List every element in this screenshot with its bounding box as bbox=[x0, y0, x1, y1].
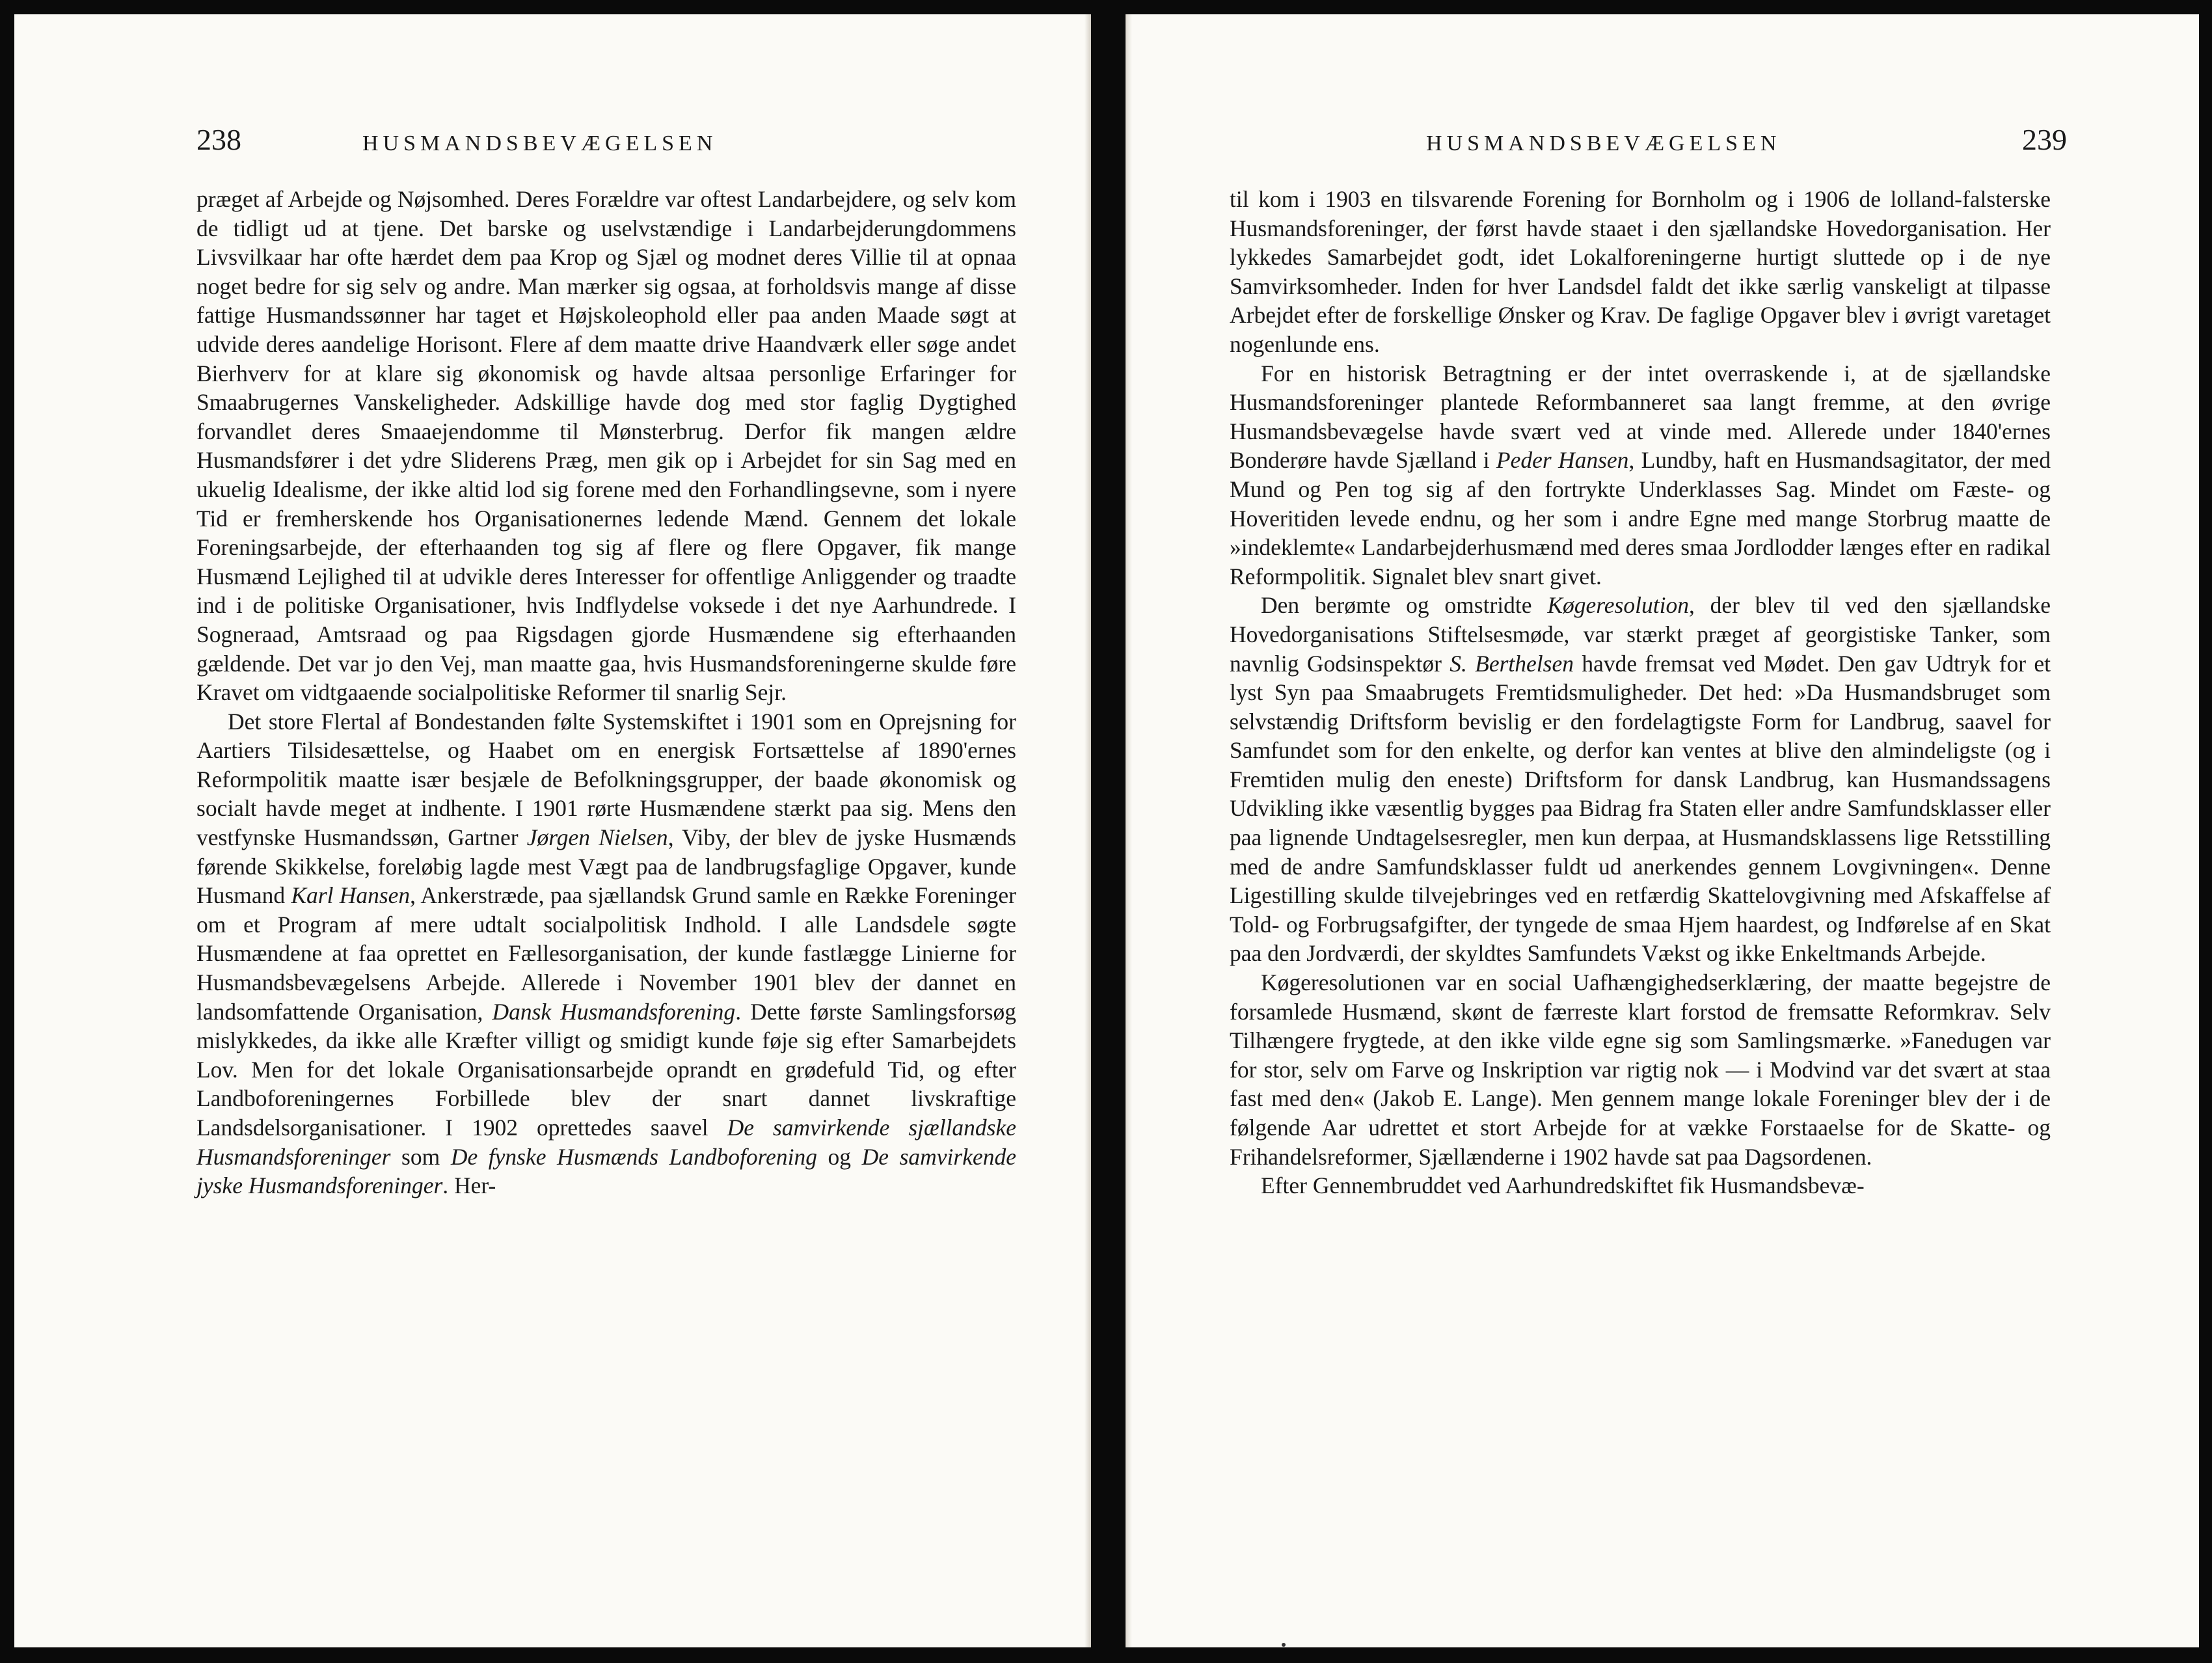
paragraph bbox=[196, 707, 1016, 1200]
ink-speck bbox=[1282, 1643, 1286, 1647]
italic-text: Jørgen Nielsen bbox=[526, 824, 668, 851]
text-run: , Lundby, haft en Husmandsagitator, der med Mund og Pen tog sig af den fortrykte Underklasses Sag. Mindet om Fæste- og Hoveritiden levede endnu, og her som i andre Egne med mange Storbrug maatte de »indeklemte« Landarbejderhusmænd med deres smaa Jordlodder længes efter en radikal Reformpolitik. Signalet blev snart givet. bbox=[1230, 447, 2051, 589]
text-run: Det store Flertal af Bondestanden følte Systemskiftet i 1901 som en Oprejsning for Aartiers Tilsidesættelse, og Haabet om en energisk Fortsættelse af 1890'ernes Reformpolitik maatte især besjæle de Befolkningsgrupper, der baade økonomisk og socialt havde meget at indhente. I 1901 rørte Husmændene stærkt paa sig. Mens den vestfynske Husmandssøn, Gartner bbox=[196, 708, 1016, 851]
page-number: 238 bbox=[196, 123, 241, 156]
left-page bbox=[14, 14, 1091, 1647]
italic-text: Peder Hansen bbox=[1496, 447, 1629, 474]
text-run: , der blev til ved den sjællandske Hovedorganisations Stiftelsesmøde, var stærkt præget af georgistiske Tanker, som navnlig Godsinspektør bbox=[1230, 592, 2051, 677]
paragraph bbox=[196, 185, 1016, 707]
text-run: For en historisk Betragtning er der intet overraskende i, at de sjællandske Husmandsforeninger plantede Reformbanneret saa langt fremme, at den øvrige Husmandsbevægelse havde svært ved at vinde med. Allerede under 1840'ernes Bonderøre havde Sjælland i bbox=[1230, 360, 2051, 474]
italic-text: Dansk Husmandsforening bbox=[492, 998, 736, 1025]
italic-text: De samvirkende jyske Husmandsforeninger bbox=[196, 1143, 1016, 1199]
italic-text: Køgeresolution bbox=[1547, 592, 1689, 619]
body-text bbox=[196, 185, 1016, 1200]
italic-text: De fynske Husmænds Landboforening bbox=[450, 1143, 817, 1170]
text-run: som bbox=[390, 1143, 451, 1170]
text-run: Den berømte og omstridte bbox=[1261, 592, 1548, 619]
page-gutter-shadow bbox=[1085, 14, 1091, 1647]
right-page bbox=[1126, 14, 2199, 1647]
text-run: til kom i 1903 en tilsvarende Forening for Bornholm og i 1906 de lolland-falsterske Husmandsforeninger, der først havde staaet i den sjællandske Hovedorganisation. Her lykkedes Samarbejdet godt, idet Lokalforeningerne hurtigt sluttede op i de nye Samvirksomheder. Inden for hver Landsdel faldt det ikke særlig vanskeligt at tilpasse Arbejdet efter de forskellige Ønsker og Krav. De faglige Opgaver blev i øvrigt varetaget nogenlunde ens. bbox=[1230, 186, 2051, 357]
paragraph bbox=[1230, 359, 2051, 591]
running-head: HUSMANDSBEVÆGELSEN bbox=[1426, 131, 1781, 155]
italic-text: De samvirkende sjællandske Husmandsforeninger bbox=[196, 1115, 1016, 1170]
paragraph bbox=[1230, 968, 2051, 1171]
italic-text: Karl Hansen bbox=[291, 882, 411, 909]
italic-text: S. Berthelsen bbox=[1450, 650, 1574, 677]
paragraph bbox=[1230, 1171, 2051, 1200]
body-text bbox=[1230, 185, 2051, 1200]
running-head: HUSMANDSBEVÆGELSEN bbox=[362, 131, 718, 155]
page-gutter-shadow bbox=[1126, 14, 1132, 1647]
text-run: , Viby, der blev de jyske Husmænds førende Skikkelse, foreløbig lagde mest Vægt paa de landbrugsfaglige Opgaver, kunde Husmand bbox=[196, 824, 1016, 909]
text-run: og bbox=[816, 1143, 862, 1170]
text-run: Efter Gennembruddet ved Aarhundredskiftet fik Husmandsbevæ- bbox=[1261, 1172, 1865, 1199]
paragraph bbox=[1230, 185, 2051, 359]
text-run: . Dette første Samlingsforsøg mislykkedes, da ikke alle Kræfter villigt og smidigt kunde føje sig efter Samarbejdets Lov. Men for det lokale Organisationsarbejde oprandt en grødefuld Tid, og efter Landboforeningernes Forbillede blev der snart dannet livskraftige Landsdelsorganisationer. I 1902 oprettedes saavel bbox=[196, 998, 1016, 1141]
text-run: . Her- bbox=[442, 1172, 496, 1199]
text-run: , Ankerstræde, paa sjællandsk Grund samle en Række Foreninger om et Program af mere udtalt socialpolitisk Indhold. I alle Landsdele søgte Husmændene at faa oprettet en Fællesorganisation, der kunde fastlægge Linierne for Husmandsbevægelsens Arbejde. Allerede i November 1901 blev der dannet en landsomfattende Organisation, bbox=[196, 882, 1016, 1025]
paragraph bbox=[1230, 591, 2051, 968]
text-run: Køgeresolutionen var en social Uafhængighedserklæring, der maatte begejstre de forsamlede Husmænd, skønt de færreste klart forstod de fremsatte Reformkrav. Selv Tilhængere frygtede, at den ikke vilde egne sig som Samlingsmærke. »Fanedugen var for stor, selv om Farve og Inskription var rigtig nok — i Modvind var det svært at staa fast med den« (Jakob E. Lange). Men gennem mange lokale Foreninger blev der i de følgende Aar udrettet et stort Arbejde for at vække Forstaaelse for de Skatte- og Frihandelsreformer, Sjællænderne i 1902 havde sat paa Dagsordenen. bbox=[1230, 969, 2051, 1170]
text-run: præget af Arbejde og Nøjsomhed. Deres Forældre var oftest Landarbejdere, og selv kom de tidligt ud at tjene. Det barske og uselvstændige i Landarbejderungdommens Livsvilkaar har ofte hærdet dem paa Krop og Sjæl og modnet deres Villie til at opnaa noget bedre for sig selv og andre. Man mærker sig ogsaa, at forholdsvis mange af disse fattige Husmandssønner har taget et Højskoleophold eller paa anden Maade søgt at udvide deres aandelige Horisont. Flere af dem maatte drive Haandværk eller søge andet Bierhverv for at klare sig økonomisk og havde altsaa personlige Erfaringer for Smaabrugernes Vanskeligheder. Adskillige havde dog med stor faglig Dygtighed forvandlet deres Smaaejendomme til Mønsterbrug. Derfor fik mangen ældre Husmandsfører i det ydre Sliderens Præg, men gik op i Arbejdet for sin Sag med en ukuelig Idealisme, der ikke altid lod sig forene med den Forhandlingsevne, som i nyere Tid er fremherskende hos Organisationernes ledende Mænd. Gennem det lokale Foreningsarbejde, der efterhaanden tog sig af flere og flere Opgaver, fik mange Husmænd Lejlighed til at udvikle deres Interesser for offentlige Anliggender og traadte ind i de politiske Organisationer, hvis Indflydelse voksede i det nye Aarhundrede. I Sogneraad, Amtsraad og paa Rigsdagen gjorde Husmændene sig efterhaanden gældende. Det var jo den Vej, man maatte gaa, hvis Husmandsforeningerne skulde føre Kravet om vidtgaaende socialpolitiske Reformer til snarlig Sejr. bbox=[196, 186, 1016, 706]
text-run: havde fremsat ved Mødet. Den gav Udtryk for et lyst Syn paa Smaabrugets Fremtidsmuligheder. Det hed: »Da Husmandsbruget som selvstændig Driftsform bevislig er den fordelagtigste Form for Landbrug, saavel for Samfundet som for den enkelte, og derfor kan ventes at blive den almindeligste (og i Fremtiden mulig den eneste) Driftsform for dansk Landbrug, kan Husmandssagens Udvikling ikke væsentlig bygges paa Bidrag fra Staten eller andre Samfundsklasser eller paa lignende Undtagelsesregler, men kun derpaa, at Husmandsklassens lige Retsstilling med de andre Samfundsklasser fuldt ud anerkendes gennem Lovgivningen«. Denne Ligestilling skulde tilvejebringes ved en retfærdig Skattelovgivning med Afskaffelse af Told- og Forbrugsafgifter, der tyngede de smaa Hjem haardest, og Indførelse af en Skat paa den Jordværdi, der skyldtes Samfundets Vækst og ikke Enkeltmands Arbejde. bbox=[1230, 650, 2051, 967]
page-number: 239 bbox=[2022, 123, 2067, 156]
